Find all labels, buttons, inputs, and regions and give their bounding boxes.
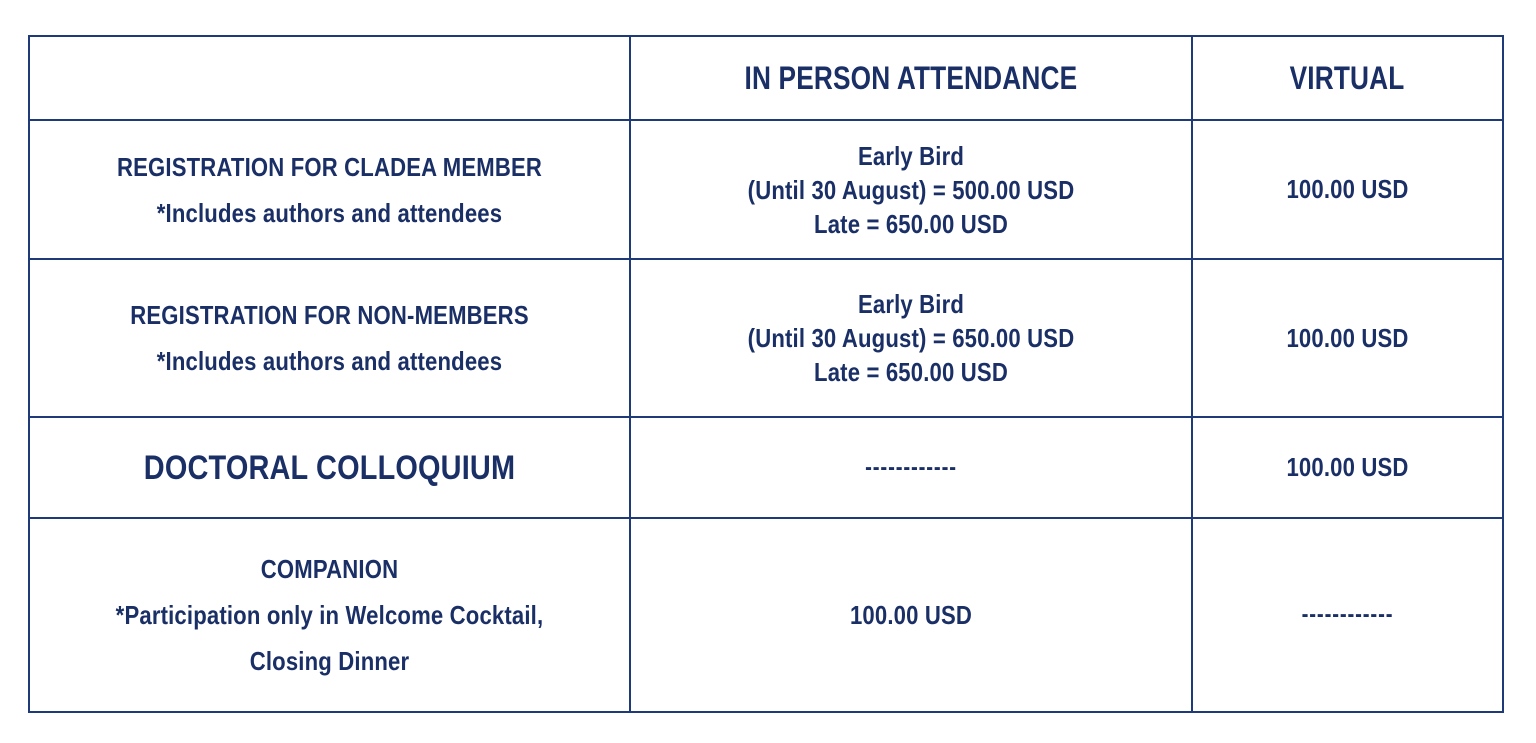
doctoral-colloquium-label: DOCTORAL COLLOQUIUM — [143, 448, 516, 487]
cladea-member-note: *Includes authors and attendees — [156, 197, 503, 228]
table-header-row — [29, 36, 1503, 120]
cladea-member-virtual-cell — [1192, 120, 1503, 259]
non-members-late-price: Late = 650.00 USD — [814, 357, 1008, 387]
non-members-early-price: (Until 30 August) = 650.00 USD — [747, 323, 1075, 353]
cladea-member-early-price: (Until 30 August) = 500.00 USD — [747, 174, 1075, 205]
cladea-member-late-price: Late = 650.00 USD — [814, 208, 1008, 239]
doctoral-in-person-dashes: ------------ — [865, 453, 957, 481]
companion-in-person-price: 100.00 USD — [849, 599, 973, 630]
header-virtual-cell — [1192, 36, 1503, 120]
companion-in-person-cell — [630, 518, 1192, 712]
non-members-virtual-cell — [1192, 259, 1503, 417]
header-in-person-cell — [630, 36, 1192, 120]
companion-label: COMPANION — [260, 554, 399, 584]
cladea-member-early-bird: Early Bird — [857, 140, 965, 171]
companion-note-line-1: *Participation only in Welcome Cocktail, — [115, 600, 544, 630]
header-blank-cell — [29, 36, 630, 120]
non-members-label-cell — [29, 259, 630, 417]
table-row-cladea-member — [29, 120, 1503, 259]
table-row-non-members — [29, 259, 1503, 417]
non-members-in-person-cell — [630, 259, 1192, 417]
header-in-person: IN PERSON ATTENDANCE — [744, 59, 1078, 96]
non-members-early-bird: Early Bird — [857, 289, 965, 319]
non-members-note: *Includes authors and attendees — [156, 346, 503, 376]
doctoral-virtual-price: 100.00 USD — [1286, 452, 1409, 482]
non-members-label: REGISTRATION FOR NON-MEMBERS — [130, 300, 529, 330]
companion-virtual-cell — [1192, 518, 1503, 712]
table-row-companion — [29, 518, 1503, 712]
cladea-member-in-person-cell — [630, 120, 1192, 259]
doctoral-in-person-cell — [630, 417, 1192, 518]
companion-virtual-dashes: ------------ — [1301, 601, 1394, 628]
non-members-virtual-price: 100.00 USD — [1286, 322, 1409, 353]
cladea-member-label: REGISTRATION FOR CLADEA MEMBER — [116, 151, 542, 182]
header-virtual: VIRTUAL — [1290, 59, 1405, 96]
cladea-member-virtual-price: 100.00 USD — [1286, 174, 1409, 204]
doctoral-virtual-cell — [1192, 417, 1503, 518]
companion-label-cell — [29, 518, 630, 712]
registration-fees-table — [28, 35, 1504, 713]
table-row-doctoral-colloquium — [29, 417, 1503, 518]
companion-note-line-2: Closing Dinner — [249, 646, 410, 676]
doctoral-label-cell — [29, 417, 630, 518]
cladea-member-label-cell — [29, 120, 630, 259]
